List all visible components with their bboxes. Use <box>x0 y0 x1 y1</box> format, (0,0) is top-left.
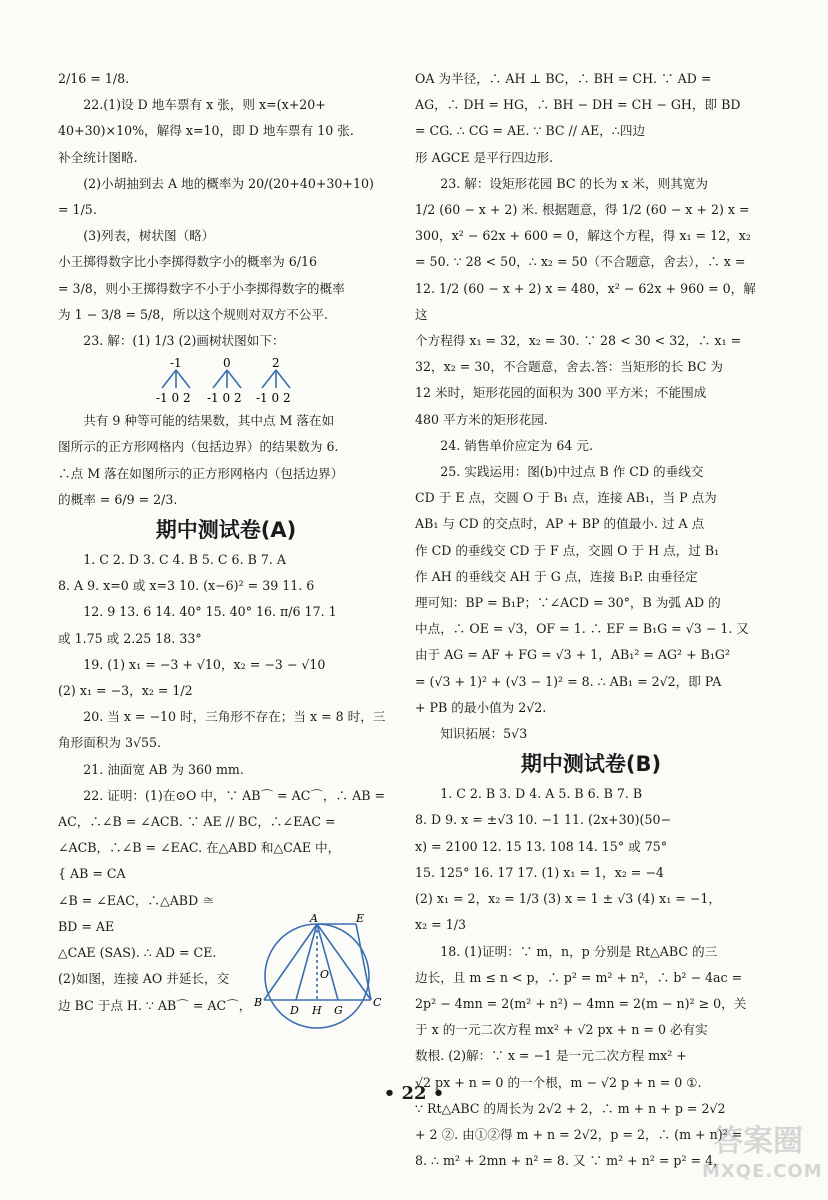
ans-b5: x₂ = 1/3 <box>415 917 466 933</box>
tree-leaves-3: -1 0 2 <box>256 391 291 406</box>
fig-label-c: C <box>373 996 382 1009</box>
watermark-cn: 答案圈 <box>713 1124 803 1159</box>
ans-b8: 2p² − 4mn = 2(m² + n²) − 4mn = 2(m − n)² ≥ 0，关 <box>415 995 747 1011</box>
circle-diagram <box>252 912 382 1037</box>
line-l3: 补全统计图略. <box>58 149 138 165</box>
fig-label-h: H <box>312 1004 322 1017</box>
line-l10: 23. 解：(1) 1/3 (2)画树状图如下： <box>83 333 285 349</box>
left-column <box>58 66 394 1019</box>
line-l12: 图所示的正方形网格内（包括边界）的结果数为 6. <box>58 439 339 455</box>
fig-label-a: A <box>310 912 318 925</box>
ans-a8: 21. 油面宽 AB 为 360 mm. <box>83 761 244 777</box>
line-r7: = 50. ∵ 28 < 50，∴ x₂ = 50（不合题意，舍去），∴ x = <box>415 254 746 270</box>
line-r3: 形 AGCE 是平行四边形. <box>415 149 554 165</box>
fig-label-e: E <box>356 912 365 925</box>
ans-a6: 20. 当 x = −10 时，三角形不存在；当 x = 8 时，三 <box>83 709 386 725</box>
line-l6: (3)列表，树状图（略） <box>83 228 215 244</box>
line-r6: 300，x² − 62x + 600 = 0，解这个方程，得 x₁ = 12，x₂ <box>415 228 751 244</box>
ans-a13: ∠B = ∠EAC，∴△ABD ≅ <box>58 892 215 908</box>
tree-leaves-1: -1 0 2 <box>156 391 191 406</box>
line-l1: 22.(1)设 D 地车票有 x 张，则 x=(x+20+ <box>83 97 326 113</box>
ans-a0: 1. C 2. D 3. C 4. B 5. C 6. B 7. A <box>83 552 286 568</box>
ans-a3: 或 1.75 或 2.25 18. 33° <box>58 630 202 646</box>
ans-b2: x) = 2100 12. 15 13. 108 14. 15° 或 75° <box>415 838 668 854</box>
line-l4: (2)小胡抽到去 A 地的概率为 20/(20+40+30+10) <box>83 175 374 191</box>
line-r15: CD 于 E 点，交圆 O 于 B₁ 点，连接 AB₁，当 P 点为 <box>415 490 717 506</box>
ans-b6: 18. (1)证明：∵ m，n，p 分别是 Rt△ABC 的三 <box>440 943 718 959</box>
line-r9: 个方程得 x₁ = 32，x₂ = 30. ∵ 28 < 30 < 32，∴ x₁ = <box>415 333 742 349</box>
line-r20: 中点，∴ OE = √3，OF = 1. ∴ EF = B₁G = √3 − 1. 又 <box>415 621 749 637</box>
ans-a9: 22. 证明：(1)在⊙O 中，∵ AB⌒ = AC⌒，∴ AB = <box>83 787 386 803</box>
fig-label-g: G <box>334 1004 343 1017</box>
ans-a4: 19. (1) x₁ = −3 + √10，x₂ = −3 − √10 <box>83 656 326 672</box>
tree-diagram <box>58 354 394 408</box>
tree-root-2: 0 <box>223 356 231 371</box>
ans-b3: 15. 125° 16. 17 17. (1) x₁ = 1，x₂ = −4 <box>415 864 664 880</box>
line-l7: 小王掷得数字比小李掷得数字小的概率为 6/16 <box>58 254 317 270</box>
line-l13: ∴点 M 落在如图所示的正方形网格内（包括边界） <box>58 465 344 481</box>
line-l0: 2/16 = 1/8. <box>58 71 130 86</box>
ans-b11: √2 px + n = 0 的一个根，m − √2 p + n = 0 ①. <box>415 1074 702 1090</box>
ans-b9: 于 x 的一元二次方程 mx² + √2 px + n = 0 必有实 <box>415 1022 708 1038</box>
line-r8: 12. 1/2 (60 − x + 2) x = 480，x² − 62x + 960 = 0，解这 <box>415 280 756 322</box>
section-heading-b: 期中测试卷(B) <box>520 752 662 777</box>
fig-label-o: O <box>320 968 330 981</box>
geometry-figure <box>252 912 382 1037</box>
fig-label-b: B <box>254 996 263 1009</box>
ans-a15: △CAE (SAS). ∴ AD = CE. <box>58 945 217 961</box>
tree-lines <box>58 354 394 408</box>
line-r12: 480 平方米的矩形花园. <box>415 411 548 427</box>
ans-b12: ∵ Rt△ABC 的周长为 2√2 + 2，∴ m + n + p = 2√2 <box>415 1100 726 1116</box>
watermark-en: MXQE.COM <box>702 1161 823 1182</box>
ans-a10: AC，∴∠B = ∠ACB. ∵ AE // BC，∴∠EAC = <box>58 814 336 830</box>
tree-root-3: 2 <box>272 356 280 371</box>
right-column <box>415 66 767 1174</box>
line-l8: = 3/8，则小王掷得数字不小于小李掷得数字的概率 <box>58 280 345 296</box>
line-r1: AG，∴ DH = HG，∴ BH − DH = CH − GH，即 BD <box>415 97 741 113</box>
line-r5: 1/2 (60 − x + 2) 米. 根据题意，得 1/2 (60 − x + 2) x = <box>415 202 750 218</box>
line-l14: 的概率 = 6/9 = 2/3. <box>58 491 178 507</box>
ans-b1: 8. D 9. x = ±√3 10. −1 11. (2x+30)(50− <box>415 812 672 828</box>
line-r24: 知识拓展：5√3 <box>440 726 528 742</box>
tree-root-1: -1 <box>170 356 182 371</box>
ans-a16: (2)如图，连接 AO 并延长，交 <box>58 971 230 987</box>
line-r17: 作 CD 的垂线交 CD 于 F 点，交圆 O 于 H 点，过 B₁ <box>415 542 720 558</box>
ans-a17: 边 BC 于点 H. ∵ AB⌒ = AC⌒， <box>58 997 252 1013</box>
tree-leaves-2: -1 0 2 <box>207 391 242 406</box>
line-r4: 23. 解：设矩形花园 BC 的长为 x 米，则其宽为 <box>440 175 708 191</box>
line-r16: AB₁ 与 CD 的交点时，AP + BP 的值最小. 过 A 点 <box>415 516 705 532</box>
ans-a12: { AB = CA <box>58 866 126 882</box>
ans-a7: 角形面积为 3√55. <box>58 735 162 751</box>
line-r11: 12 米时，矩形花园的面积为 300 平方米；不能围成 <box>415 385 707 401</box>
fig-label-d: D <box>290 1004 299 1017</box>
watermark <box>702 1124 823 1194</box>
line-r13: 24. 销售单价应定为 64 元. <box>440 437 594 453</box>
ans-a2: 12. 9 13. 6 14. 40° 15. 40° 16. π/6 17. 1 <box>83 604 337 620</box>
page-number: • 22 • <box>383 1083 445 1104</box>
ans-b4: (2) x₁ = 2，x₂ = 1/3 (3) x = 1 ± √3 (4) x₁ = −1， <box>415 891 721 907</box>
ans-b13: + 2 ②. 由①②得 m + n = 2√2，p = 2，∴ (m + n)² = <box>415 1126 743 1142</box>
line-r10: 32，x₂ = 30，不合题意，舍去.答：当矩形的长 BC 为 <box>415 359 723 375</box>
line-r21: 由于 AG = AF + FG = √3 + 1，AB₁² = AG² + B₁G² <box>415 647 731 663</box>
ans-a14: BD = AE <box>58 918 115 934</box>
line-r2: = CG. ∴ CG = AE. ∵ BC // AE，∴四边 <box>415 123 646 139</box>
line-r18: 作 AH 的垂线交 AH 于 G 点，连接 B₁P. 由垂径定 <box>415 568 698 584</box>
ans-b10: 数根. (2)解：∵ x = −1 是一元二次方程 mx² + <box>415 1048 687 1064</box>
ans-b7: 边长，且 m ≤ n < p，∴ p² = m² + n²，∴ b² − 4ac = <box>415 969 743 985</box>
ans-a5: (2) x₁ = −3，x₂ = 1/2 <box>58 683 193 699</box>
ans-a1: 8. A 9. x=0 或 x=3 10. (x−6)² = 39 11. 6 <box>58 578 315 594</box>
line-r0: OA 为半径，∴ AH ⊥ BC，∴ BH = CH. ∵ AD = <box>415 71 712 86</box>
line-r22: = (√3 + 1)² + (√3 − 1)² = 8. ∴ AB₁ = 2√2，即 PA <box>415 673 722 689</box>
line-l5: = 1/5. <box>58 202 97 218</box>
ans-b14: 8. ∴ m² + 2mn + n² = 8. 又 ∵ m² + n² = p² = 4， <box>415 1153 726 1169</box>
line-l11: 共有 9 种等可能的结果数，其中点 M 落在如 <box>83 413 335 429</box>
line-l2: 40+30)×10%，解得 x=10，即 D 地车票有 10 张. <box>58 123 354 139</box>
line-l9: 为 1 − 3/8 = 5/8，所以这个规则对双方不公平. <box>58 306 328 322</box>
ans-b0: 1. C 2. B 3. D 4. A 5. B 6. B 7. B <box>440 786 643 802</box>
line-r14: 25. 实践运用：图(b)中过点 B 作 CD 的垂线交 <box>440 464 704 480</box>
line-r19: 理可知：BP = B₁P；∵∠ACD = 30°，B 为弧 AD 的 <box>415 595 721 611</box>
line-r23: + PB 的最小值为 2√2. <box>415 699 547 715</box>
ans-a11: ∠ACB，∴∠B = ∠EAC. 在△ABD 和△CAE 中， <box>58 840 341 856</box>
section-heading-a: 期中测试卷(A) <box>155 518 297 543</box>
